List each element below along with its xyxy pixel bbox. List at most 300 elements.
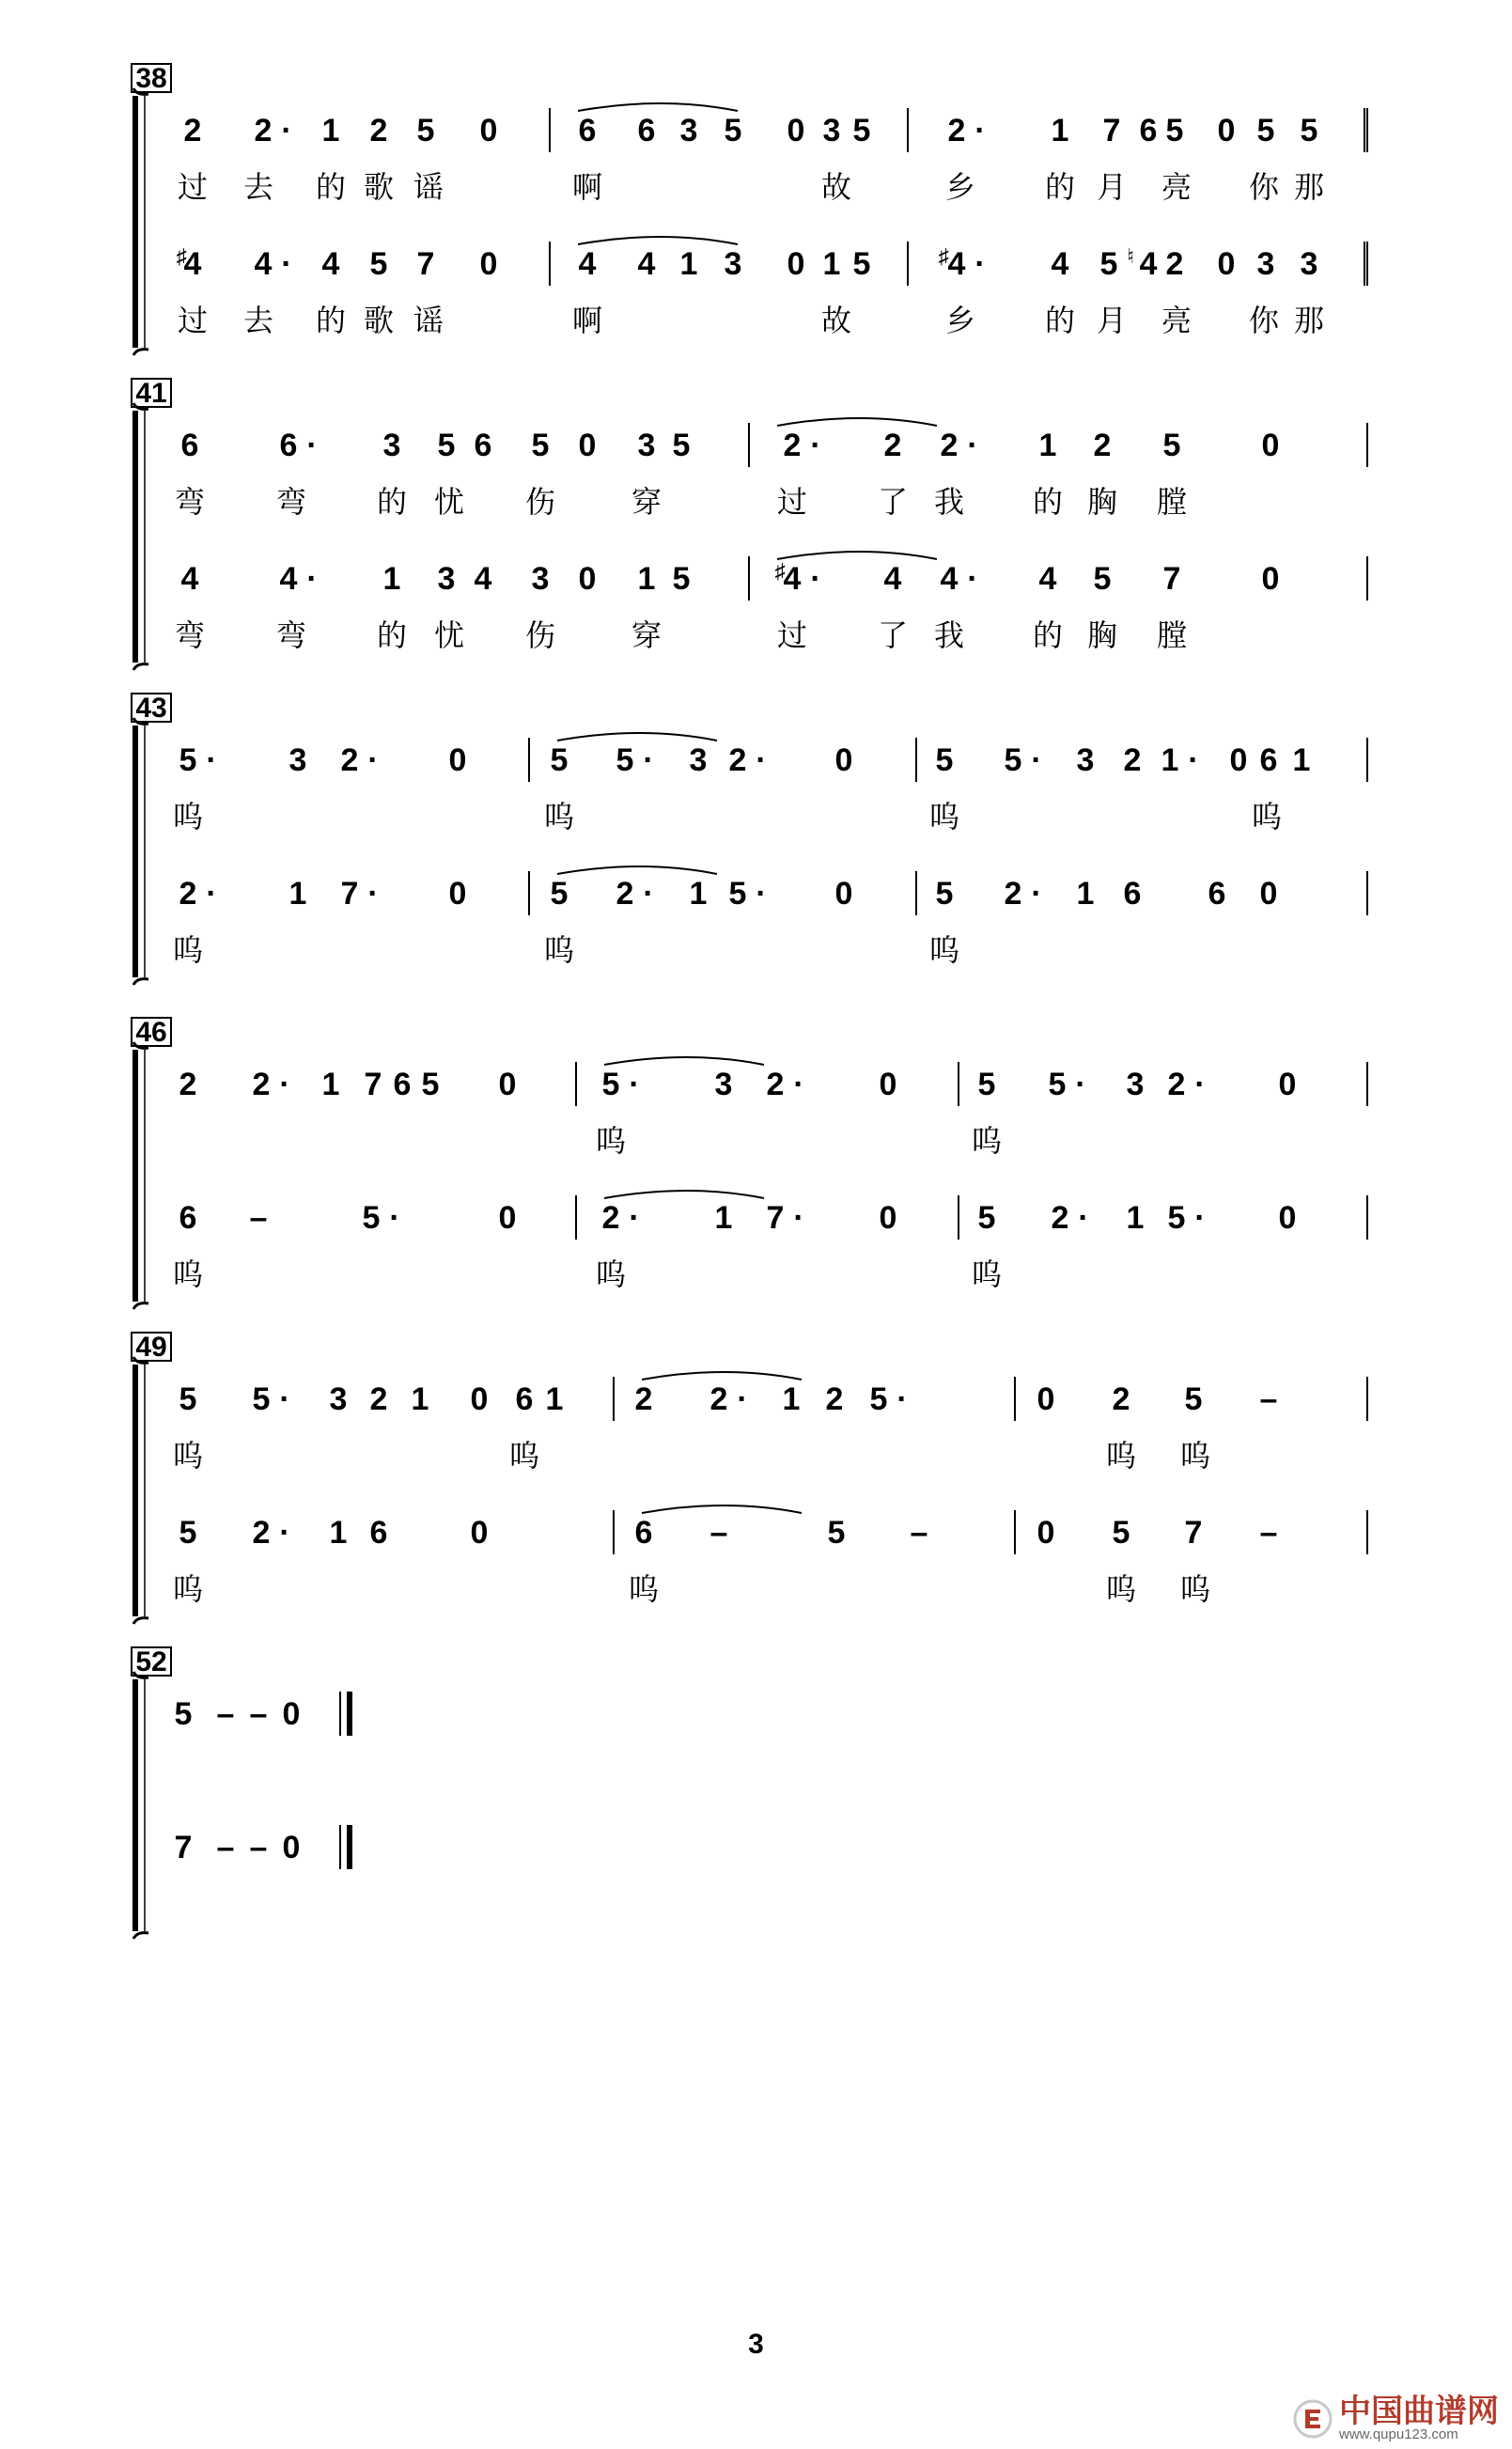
lyric-syllable: 膛 [1156,618,1188,652]
lyric-syllable: 亮 [1161,170,1192,204]
lyric-syllable: 过 [776,618,808,652]
jianpu-note: · [1194,1067,1206,1102]
jianpu-note: 3 [288,742,307,778]
lyric-syllable: 呜 [971,1257,1003,1291]
jianpu-note: 7 [174,1830,193,1865]
jianpu-note: 4 [279,561,298,597]
watermark-url: www.qupu123.com [1339,2426,1458,2442]
jianpu-note: 4 [940,561,959,597]
jianpu-note: · [793,1067,804,1102]
jianpu-note: · [279,1515,290,1551]
jianpu-note: 0 [282,1696,301,1732]
jianpu-note: 6 [1123,876,1142,912]
jianpu-note: 2 [940,428,959,463]
jianpu-note: 1 [1292,742,1311,778]
lyric-syllable: 呜 [172,1572,204,1606]
jianpu-note: 6 [1139,113,1158,148]
jianpu-note: 0 [1261,428,1280,463]
lyric-syllable: 过 [776,485,808,519]
jianpu-note: · [281,113,292,148]
slur [604,1191,764,1198]
lyric-syllable: 了 [877,618,909,652]
lyric-syllable: 弯 [174,618,206,652]
jianpu-note: 1 [1076,876,1095,912]
jianpu-note: 5 [616,742,634,778]
jianpu-note: 6 [578,113,597,148]
jianpu-note: – [249,1200,268,1236]
jianpu-note: · [1031,876,1042,912]
lyric-syllable: 了 [877,485,909,519]
jianpu-note: 3 [714,1067,733,1102]
jianpu-note: 5 [531,428,550,463]
jianpu-note: 0 [1278,1200,1297,1236]
jianpu-note: 6 [279,428,298,463]
jianpu-note: 1 [382,561,401,597]
accidental: ♯ [774,559,786,583]
jianpu-note: 0 [479,113,498,148]
jianpu-note: 6 [1259,742,1278,778]
jianpu-note: 7 [340,876,359,912]
jianpu-note: 5 [977,1067,996,1102]
jianpu-note: 3 [531,561,550,597]
jianpu-note: 5 [437,428,456,463]
jianpu-note: 2 [183,113,202,148]
jianpu-note: 5 [724,113,742,148]
jianpu-note: 0 [1261,561,1280,597]
jianpu-note: · [367,742,379,778]
jianpu-note: 1 [637,561,656,597]
lyric-syllable: 呜 [628,1572,660,1606]
jianpu-note: 3 [822,113,841,148]
lyric-syllable: 呜 [1179,1439,1211,1473]
jianpu-note: 5 [852,246,871,282]
jianpu-note: 0 [1217,113,1236,148]
jianpu-note: 4 [1051,246,1069,282]
jianpu-note: 2 [728,742,747,778]
lyric-syllable: 月 [1096,304,1128,337]
lyric-syllable: 的 [315,170,347,204]
jianpu-note: 1 [1161,742,1179,778]
watermark [1292,2395,1499,2441]
jianpu-note: 0 [470,1381,489,1417]
jianpu-note: 5 [416,113,435,148]
jianpu-note: 2 [1051,1200,1069,1236]
jianpu-note: 4 [783,561,802,597]
lyric-syllable: 的 [376,618,408,652]
lyric-syllable: 呜 [1105,1572,1137,1606]
jianpu-note: – [216,1830,235,1865]
jianpu-note: 6 [369,1515,388,1551]
jianpu-note: 4 [321,246,340,282]
jianpu-note: 0 [879,1067,897,1102]
bracket-hook-bottom [133,979,148,985]
jianpu-note: 3 [1076,742,1095,778]
jianpu-note: 0 [879,1200,897,1236]
jianpu-note: 5 [1048,1067,1067,1102]
jianpu-note: 2 [634,1381,653,1417]
jianpu-note: · [279,1381,290,1417]
lyric-syllable: 月 [1096,170,1128,204]
bracket-hook-bottom [133,664,148,670]
lyric-syllable: 我 [933,618,965,652]
slur [604,1057,764,1065]
lyric-syllable: 乡 [944,304,976,337]
jianpu-note: · [974,246,986,282]
lyric-syllable: 呜 [1179,1572,1211,1606]
jianpu-note: 4 [1038,561,1057,597]
lyric-syllable: 那 [1293,304,1325,337]
lyric-syllable: 的 [1032,485,1064,519]
jianpu-note: 2 [883,428,902,463]
jianpu-note: · [756,742,767,778]
jianpu-note: 2 [1165,246,1184,282]
watermark-name: 中国曲谱网 [1339,2393,1499,2430]
lyric-syllable: 谣 [413,304,444,337]
slur [578,237,738,244]
jianpu-note: · [810,561,821,597]
lyric-syllable: 的 [1032,618,1064,652]
jianpu-note: – [1259,1381,1278,1417]
jianpu-note: 6 [474,428,492,463]
lyric-syllable: 谣 [413,170,444,204]
bracket-hook-bottom [133,1303,148,1309]
measure-number: 43 [135,693,167,724]
jianpu-note: 2 [1123,742,1142,778]
jianpu-note: 2 [1004,876,1022,912]
measure-number: 49 [135,1332,167,1363]
jianpu-note: 7 [1102,113,1121,148]
jianpu-note: 0 [834,876,853,912]
jianpu-note: 5 [1256,113,1275,148]
jianpu-note: 3 [329,1381,348,1417]
jianpu-note: – [910,1515,928,1551]
lyric-syllable: 胸 [1086,618,1118,652]
lyric-syllable: 故 [820,170,852,204]
jianpu-note: 0 [448,742,467,778]
jianpu-note: 0 [498,1200,517,1236]
lyric-syllable: 呜 [172,800,204,834]
jianpu-note: 3 [637,428,656,463]
jianpu-note: 4 [254,246,273,282]
jianpu-note: 6 [179,1200,197,1236]
jianpu-note: 1 [288,876,307,912]
measure-number: 46 [135,1017,167,1048]
lyric-syllable: 过 [177,304,209,337]
jianpu-note: · [793,1200,804,1236]
jianpu-note: 0 [578,561,597,597]
lyric-syllable: 穿 [631,485,662,519]
lyric-syllable: 弯 [174,485,206,519]
jianpu-note: 2 [369,113,388,148]
slur [578,103,738,111]
qupu-logo-icon [1292,2398,1333,2440]
lyric-syllable: 忧 [433,485,465,519]
jianpu-note: 0 [448,876,467,912]
jianpu-note: 5 [179,1381,197,1417]
jianpu-note: 6 [637,113,656,148]
jianpu-note: 2 [252,1515,271,1551]
lyric-syllable: 我 [933,485,965,519]
jianpu-note: 0 [470,1515,489,1551]
jianpu-note: 5 [362,1200,381,1236]
jianpu-note: 4 [180,561,199,597]
jianpu-note: 1 [411,1381,429,1417]
jianpu-note: · [974,113,986,148]
lyric-syllable: 呜 [595,1257,627,1291]
jianpu-note: 0 [834,742,853,778]
jianpu-note: · [643,876,654,912]
jianpu-note: – [1259,1515,1278,1551]
lyric-syllable: 呜 [971,1124,1003,1158]
jianpu-note: 5 [1162,428,1181,463]
jianpu-note: 4 [947,246,966,282]
jianpu-note: 3 [689,742,708,778]
jianpu-note: 4 [637,246,656,282]
jianpu-note: 5 [869,1381,888,1417]
jianpu-note: 7 [364,1067,382,1102]
jianpu-note: 6 [180,428,199,463]
lyric-syllable: 你 [1248,170,1280,204]
jianpu-note: 5 [252,1381,271,1417]
jianpu-note: 2 [783,428,802,463]
measure-number: 52 [135,1646,167,1677]
lyric-syllable: 胸 [1086,485,1118,519]
jianpu-note: 2 [1167,1067,1186,1102]
lyric-syllable: 故 [820,304,852,337]
jianpu-note: 0 [1037,1381,1055,1417]
jianpu-note: 2 [1112,1381,1130,1417]
jianpu-note: 1 [1038,428,1057,463]
accidental: ♯ [938,244,949,268]
lyric-syllable: 膛 [1156,485,1188,519]
lyric-syllable: 呜 [595,1124,627,1158]
lyric-syllable: 呜 [543,800,575,834]
jianpu-note: · [279,1067,290,1102]
jianpu-note: · [810,428,821,463]
jianpu-note: 5 [827,1515,846,1551]
slur [557,733,717,741]
jianpu-note: 3 [1300,246,1318,282]
jianpu-note: 0 [787,113,805,148]
lyric-syllable: 那 [1293,170,1325,204]
jianpu-note: · [896,1381,908,1417]
jianpu-note: 2 [947,113,966,148]
jianpu-note: · [643,742,654,778]
jianpu-note: 1 [1126,1200,1145,1236]
bracket-hook-bottom [133,1933,148,1939]
jianpu-note: 6 [1208,876,1226,912]
jianpu-note: 5 [977,1200,996,1236]
lyric-syllable: 呜 [508,1439,540,1473]
jianpu-note: 0 [1037,1515,1055,1551]
jianpu-note: 3 [1256,246,1275,282]
jianpu-note: 0 [282,1830,301,1865]
jianpu-note: · [281,246,292,282]
jianpu-note: 5 [369,246,388,282]
jianpu-note: 3 [679,113,698,148]
jianpu-note: · [1031,742,1042,778]
jianpu-note: · [967,428,978,463]
lyric-syllable: 啊 [571,170,603,204]
jianpu-note: – [249,1696,268,1732]
jianpu-note: 3 [437,561,456,597]
jianpu-note: · [1188,742,1199,778]
jianpu-note: · [1194,1200,1206,1236]
jianpu-note: 5 [672,561,691,597]
jianpu-note: · [306,561,318,597]
jianpu-note: 2 [616,876,634,912]
jianpu-note: · [629,1200,640,1236]
jianpu-note: 5 [1004,742,1022,778]
lyric-syllable: 啊 [571,304,603,337]
jianpu-note: · [306,428,318,463]
jianpu-note: 0 [1217,246,1236,282]
accidental: ♯ [176,244,187,268]
jianpu-note: 5 [672,428,691,463]
jianpu-note: 5 [1300,113,1318,148]
lyric-syllable: 的 [376,485,408,519]
jianpu-note: 6 [515,1381,534,1417]
jianpu-note: 2 [709,1381,728,1417]
jianpu-note: 1 [822,246,841,282]
jianpu-note: 5 [1112,1515,1130,1551]
bracket-hook-bottom [133,1618,148,1624]
jianpu-note: 3 [1126,1067,1145,1102]
lyric-syllable: 呜 [928,933,960,967]
lyric-syllable: 呜 [172,933,204,967]
lyric-syllable: 呜 [172,1439,204,1473]
slur [642,1372,802,1380]
jianpu-note: 5 [1184,1381,1203,1417]
jianpu-note: 0 [1229,742,1248,778]
slur [557,866,717,874]
jianpu-note: 2 [369,1381,388,1417]
lyric-syllable: 歌 [363,304,395,337]
jianpu-note: 1 [782,1381,801,1417]
jianpu-note: 5 [179,742,197,778]
lyric-syllable: 歌 [363,170,395,204]
jianpu-note: 6 [634,1515,653,1551]
jianpu-note: 3 [724,246,742,282]
jianpu-note: 1 [1051,113,1069,148]
jianpu-note: 1 [679,246,698,282]
lyric-syllable: 的 [315,304,347,337]
jianpu-note: 7 [1184,1515,1203,1551]
jianpu-note: 5 [935,876,954,912]
jianpu-note: 4 [183,246,202,282]
jianpu-note: 2 [179,1067,197,1102]
lyric-syllable: 去 [242,304,274,337]
jianpu-note: 2 [252,1067,271,1102]
jianpu-note: – [249,1830,268,1865]
lyric-syllable: 弯 [275,618,307,652]
jianpu-note: · [1075,1067,1086,1102]
lyric-syllable: 去 [242,170,274,204]
jianpu-note: 0 [1278,1067,1297,1102]
jianpu-note: 0 [578,428,597,463]
jianpu-note: 5 [1167,1200,1186,1236]
jianpu-note: 6 [393,1067,412,1102]
jianpu-note: 5 [601,1067,620,1102]
slur [642,1505,802,1513]
jianpu-note: 5 [1093,561,1112,597]
jianpu-note: 1 [321,113,340,148]
jianpu-note: 0 [498,1067,517,1102]
jianpu-note: 5 [852,113,871,148]
lyric-syllable: 呜 [1105,1439,1137,1473]
lyric-syllable: 的 [1044,170,1076,204]
jianpu-note: 1 [321,1067,340,1102]
jianpu-note: 1 [714,1200,733,1236]
jianpu-note: 2 [340,742,359,778]
jianpu-note: 0 [479,246,498,282]
measure-number: 41 [135,378,167,409]
lyric-syllable: 呜 [1251,800,1283,834]
jianpu-note: 0 [787,246,805,282]
jianpu-note: 4 [1139,246,1158,282]
jianpu-note: 2 [179,876,197,912]
jianpu-note: – [709,1515,728,1551]
lyric-syllable: 呜 [172,1257,204,1291]
jianpu-note: 2 [601,1200,620,1236]
jianpu-note: · [737,1381,748,1417]
jianpu-note: – [216,1696,235,1732]
jianpu-note: 2 [1093,428,1112,463]
jianpu-note: 5 [935,742,954,778]
jianpu-note: 7 [766,1200,785,1236]
jianpu-note: 1 [329,1515,348,1551]
lyric-syllable: 过 [177,170,209,204]
lyric-syllable: 的 [1044,304,1076,337]
jianpu-note: 4 [578,246,597,282]
slur [777,552,937,559]
jianpu-note: 4 [883,561,902,597]
jianpu-note: 0 [1259,876,1278,912]
lyric-syllable: 伤 [524,618,556,652]
jianpu-note: 5 [1099,246,1118,282]
lyric-syllable: 呜 [928,800,960,834]
page-number: 3 [748,2329,764,2360]
jianpu-note: · [206,742,217,778]
jianpu-note: 5 [728,876,747,912]
jianpu-note: 5 [550,876,569,912]
lyric-syllable: 弯 [275,485,307,519]
jianpu-note: 2 [254,113,273,148]
lyric-syllable: 穿 [631,618,662,652]
lyric-syllable: 呜 [543,933,575,967]
jianpu-note: 4 [474,561,492,597]
jianpu-note: 5 [179,1515,197,1551]
jianpu-note: 2 [766,1067,785,1102]
bracket-hook-bottom [133,350,148,355]
jianpu-note: · [389,1200,400,1236]
jianpu-note: 1 [689,876,708,912]
jianpu-note: 5 [174,1696,193,1732]
accidental: ♮ [1127,244,1134,268]
jianpu-note: 5 [550,742,569,778]
jianpu-note: 7 [416,246,435,282]
jianpu-note: · [206,876,217,912]
lyric-syllable: 伤 [524,485,556,519]
measure-number: 38 [135,63,167,94]
jianpu-note: · [756,876,767,912]
jianpu-note: 1 [545,1381,564,1417]
lyric-syllable: 亮 [1161,304,1192,337]
slur [777,418,937,426]
jianpu-note: 3 [382,428,401,463]
jianpu-note: · [967,561,978,597]
jianpu-note: · [629,1067,640,1102]
